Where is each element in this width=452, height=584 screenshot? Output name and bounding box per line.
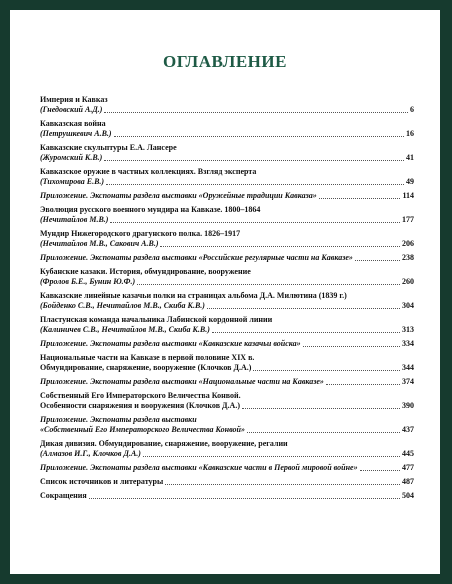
page-number: 437 [402, 425, 414, 434]
toc-entry [40, 267, 414, 287]
dot-leader [137, 284, 400, 285]
toc-entry [40, 391, 414, 411]
toc-entry [40, 291, 414, 311]
toc-entry-line [40, 153, 414, 163]
dot-leader [242, 408, 400, 409]
toc-entry-author: Список источников и литературы [40, 477, 164, 486]
page-number: 304 [402, 301, 414, 310]
dot-leader [247, 432, 400, 433]
toc-entry-line [40, 253, 414, 263]
toc-entry-line [40, 191, 414, 201]
dot-leader [104, 160, 404, 161]
dot-leader [106, 184, 404, 185]
page-number: 445 [402, 449, 414, 458]
toc-entry-line [40, 239, 414, 249]
toc-entry [40, 229, 414, 249]
toc-entry-author: Особенности снаряжения и вооружения (Клочков Д.А.) [40, 401, 240, 410]
toc-entry-author: Приложение. Экспонаты раздела выставки «Национальные части на Кавказе» [40, 377, 324, 386]
toc-entry-line [40, 449, 414, 459]
dot-leader [143, 456, 400, 457]
toc-entry-author: (Журомский К.В.) [40, 153, 103, 162]
page-number: 206 [402, 239, 414, 248]
toc-entry-author: (Калиничев С.В., Нечитайлов М.В., Скиба К.В.) [40, 325, 210, 334]
toc-entry [40, 143, 414, 163]
toc-entry-title: Кавказское оружие в частных коллекциях. Взгляд эксперта [40, 167, 257, 176]
toc-entry-line [40, 377, 414, 387]
page-number: 487 [402, 477, 414, 486]
toc-entry-title: Кавказские скульптуры Е.А. Лансере [40, 143, 177, 152]
toc-entry-title: Дикая дивизия. Обмундирование, снаряжение, вооружение, регалии [40, 439, 288, 448]
toc-entry-title: Кавказские линейные казачьи полки на страницах альбома Д.А. Милютина (1839 г.) [40, 291, 347, 300]
toc-entry [40, 167, 414, 187]
toc-entry-author: (Гнедовский А.Д.) [40, 105, 103, 114]
dot-leader [104, 112, 408, 113]
page-number: 374 [402, 377, 414, 386]
toc-entry-author: «Собственный Его Императорского Величества Конвой» [40, 425, 245, 434]
toc-entry [40, 253, 414, 263]
toc-entry-author: Обмундирование, снаряжение, вооружение (Клочков Д.А.) [40, 363, 252, 372]
toc-entry [40, 463, 414, 473]
toc-entry-line [40, 277, 414, 287]
dot-leader [319, 198, 401, 199]
dot-leader [160, 246, 400, 247]
toc-entry-author: Сокращения [40, 491, 87, 500]
toc-entry [40, 491, 414, 501]
page-number: 477 [402, 463, 414, 472]
page-number: 6 [410, 105, 414, 114]
dot-leader [89, 498, 400, 499]
dot-leader [355, 260, 400, 261]
page-number: 41 [406, 153, 414, 162]
toc-entry-title: Империя и Кавказ [40, 95, 108, 104]
toc-entry [40, 119, 414, 139]
toc-entry-author: (Нечитайлов М.В., Сакович А.В.) [40, 239, 159, 248]
toc-entry-title: Пластунская команда начальника Лабинской кордонной линии [40, 315, 273, 324]
dot-leader [303, 346, 400, 347]
toc-entry [40, 353, 414, 373]
toc-entry-author: Приложение. Экспонаты раздела выставки «Кавказские казачьи войска» [40, 339, 301, 348]
toc-entry-author: (Фролов Б.Е., Бунин Ю.Ф.) [40, 277, 136, 286]
dot-leader [114, 136, 404, 137]
toc-entry-title: Кавказская война [40, 119, 106, 128]
page-number: 504 [402, 491, 414, 500]
toc-entry-line [40, 105, 414, 115]
dot-leader [360, 470, 400, 471]
toc-entry-author: Приложение. Экспонаты раздела выставки «Оружейные традиции Кавказа» [40, 191, 317, 200]
page-number: 334 [402, 339, 414, 348]
toc-entry [40, 315, 414, 335]
toc-entry-line [40, 339, 414, 349]
page-number: 238 [402, 253, 414, 262]
dot-leader [326, 384, 400, 385]
dot-leader [207, 308, 400, 309]
toc-entry-title: Национальные части на Кавказе в первой половине XIX в. [40, 353, 255, 362]
table-of-contents [40, 95, 414, 505]
toc-entry-author: Приложение. Экспонаты раздела выставки «Кавказские части в Первой мировой войне» [40, 463, 358, 472]
toc-entry [40, 377, 414, 387]
page-number: 313 [402, 325, 414, 334]
toc-entry [40, 477, 414, 487]
toc-entry-line [40, 477, 414, 487]
toc-entry-author: Приложение. Экспонаты раздела выставки «Российские регулярные части на Кавказе» [40, 253, 353, 262]
toc-entry-author: (Алмазов И.Г., Клочков Д.А.) [40, 449, 141, 458]
toc-entry-line [40, 301, 414, 311]
toc-entry [40, 439, 414, 459]
dot-leader [165, 484, 400, 485]
dot-leader [110, 222, 400, 223]
toc-entry-title: Мундир Нижегородского драгунского полка. 1826–1917 [40, 229, 241, 238]
toc-entry-line [40, 401, 414, 411]
page-number: 49 [406, 177, 414, 186]
toc-entry-title: Приложение. Экспонаты раздела выставки [40, 415, 197, 424]
toc-entry-title: Собственный Его Императорского Величества Конвой. [40, 391, 241, 400]
toc-entry-line [40, 325, 414, 335]
dot-leader [253, 370, 400, 371]
toc-entry [40, 205, 414, 225]
toc-entry-line [40, 425, 414, 435]
toc-entry-line [40, 363, 414, 373]
page-number: 390 [402, 401, 414, 410]
toc-entry-title: Эволюция русского военного мундира на Кавказе. 1800–1864 [40, 205, 261, 214]
toc-entry-line [40, 177, 414, 187]
toc-entry-author: (Нечитайлов М.В.) [40, 215, 109, 224]
dot-leader [212, 332, 400, 333]
toc-entry [40, 415, 414, 435]
toc-entry-title: Кубанские казаки. История, обмундирование, вооружение [40, 267, 251, 276]
toc-entry-line [40, 215, 414, 225]
page-number: 344 [402, 363, 414, 372]
page-number: 114 [402, 191, 414, 200]
toc-entry [40, 191, 414, 201]
toc-entry-line [40, 491, 414, 501]
page-number: 16 [406, 129, 414, 138]
toc-entry-author: (Бойденко С.В., Нечитайлов М.В., Скиба К.В.) [40, 301, 205, 310]
page-number: 260 [402, 277, 414, 286]
toc-entry-line [40, 129, 414, 139]
toc-entry [40, 95, 414, 115]
toc-entry-author: (Тихомирова Е.В.) [40, 177, 105, 186]
toc-entry-author: (Петрушкевич А.В.) [40, 129, 112, 138]
toc-entry [40, 339, 414, 349]
page-title: ОГЛАВЛЕНИЕ [163, 52, 287, 71]
toc-entry-line [40, 463, 414, 473]
page-number: 177 [402, 215, 414, 224]
